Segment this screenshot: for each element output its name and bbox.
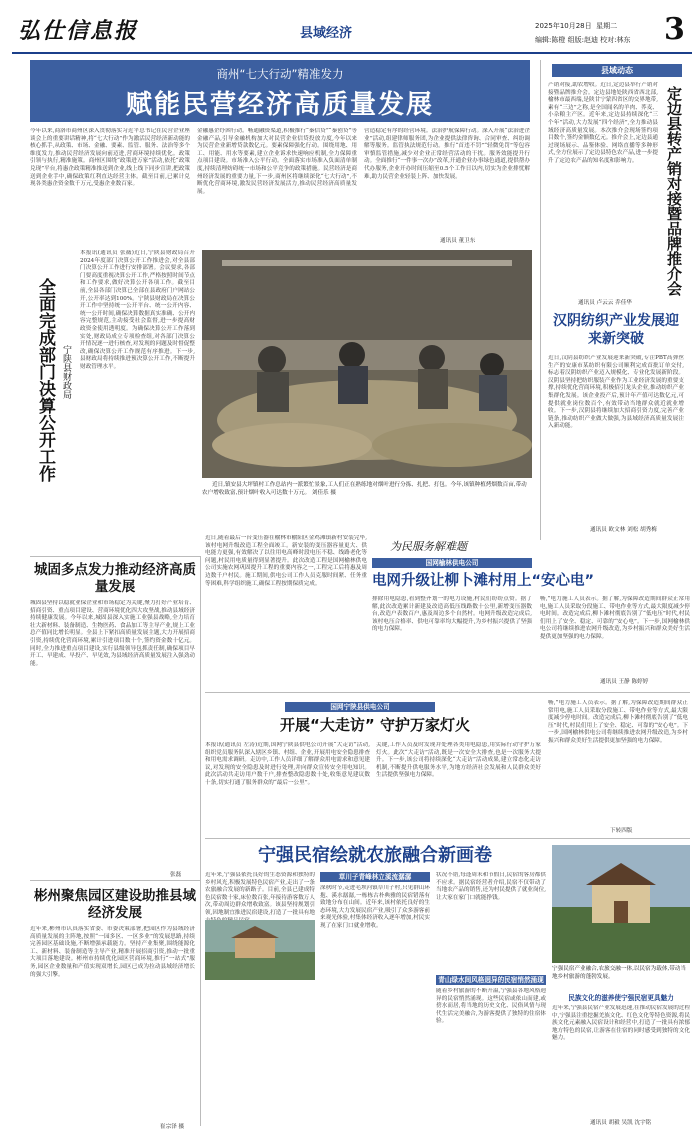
ningshan-title: 开展“大走访” 守护万家灯火 <box>280 716 470 734</box>
masthead: 弘仕信息报 <box>18 18 139 44</box>
ningqiang-body-mid2: 状况不错,每逢周末和节假日,民宿的客房都供不应求。据民宿经营者介绍,民宿不仅带动了当地农产品的销售,还为村民提供了就业岗位,让大家在家门口就能挣钱。 <box>436 872 546 901</box>
ningshan-byline: 下转四版 <box>610 828 633 834</box>
binzhou-body: 近年来,彬州市认真落实省委、市委决策部署,把园区作为县域经济高质量发展的主阵地,按照“一园多区、一区多业”的发展思路,持续完善园区基础设施,不断增强承载能力。坚持产业集聚,围绕能源化工、新材料、装备制造等主导产业,精准开展招商引资,推动一批重大项目落地建设。彬州市持续优化园区营商环境,推行“一站式”服务,园区企业数量和产值实现双增长,园区已成为拉动县域经济增长的强大引擎。 <box>30 926 195 978</box>
qingshan-subhead: 青山绿水间风格迥异的民宿悄然涌现 <box>436 975 546 985</box>
tobacco-photo-caption: 近日,镇安县大坪镇村工作总站内一派繁忙景象,工人们正在熟练地对烟叶进行分拣、扎把、打包。今年,该镇种植烤烟数百亩,带动农户增收致富,预计烟叶收入可达数十万元。 刘佳乐 摄 <box>202 482 527 496</box>
ningqiang-byline: 通讯员 胡毅 吴凯 沈宇铭 <box>590 1120 652 1126</box>
village-grid-body: 近日,随着最后一台变压器在榆林市榆阳区金鸡滩镇新村安装完毕,该村电网升级改造工程全面竣工。新安装的变压器容量更大、供电能力更强,有效解决了以往用电高峰时段电压不稳、线路老化等问题,村民用电质量得到显著提升。此次改造工程是国网榆林供电公司实施农网巩固提升工程的重要内容之一,工程完工后将惠及周边数千户村民。施工期间,供电公司工作人员克服时间紧、任务重等困难,科学组织施工,确保工程按期保质完成。 <box>205 535 367 587</box>
ningshan-org-bar: 国网宁陕县供电公司 <box>285 702 435 712</box>
caochuanzi-subhead: 草川子青峰林立溪流潺潺 <box>320 872 430 882</box>
homestay-photo <box>552 845 690 963</box>
ningqiang-body-left: 近年来,宁强县依托良好的生态资源和独特的乡村风光,积极发展特色民宿产业,走出了一条农旅融合发展的新路子。目前,全县已建成特色民宿数十家,床位数百张,年接待游客数万人次,带动周边群众增收致富。该县坚持规划引领,因地制宜推进民宿建设,打造了一批具有地 <box>205 872 315 916</box>
chenggu-byline: 张磊 <box>170 872 182 878</box>
editors-line: 编辑:陈橙 组版:赵迪 校对:林东 <box>535 36 631 44</box>
binzhou-title: 彬州聚焦园区建设助推县域经济发展 <box>34 888 196 921</box>
lead-col-1: 今年以来,商洛市商州区深入贯彻落实习近平总书记在民营企业座谈会上的重要讲话精神,将“七大行动”作为激活民营经济新动能的核心抓手,从政策、市场、金融、要素、监管、服务、法治等多个维度发力,推动民营经济发展向前迈进,营商环境持续优化。政策引领与执行,精准施策。商州区围绕“政策进万家”活动,依托“政策兑现”平台,将惠企政策精准推送到企业,线上线下同步宣讲,把政策送到企业手中,确保政策红利直达经营主体。截至目前,已累计兑现各类惠企资金数千万元,受惠企业数百家。 <box>30 128 190 188</box>
yulin-org-bar: 国网榆林供电公司 <box>372 558 532 568</box>
lead-byline: 通讯员 董卫东 <box>440 238 476 244</box>
lead-subtitle: 商州“七大行动”精准发力 <box>216 67 344 81</box>
chenggu-body: 城固县坚持以稳就业保企业和市场稳定为关键,聚力打好产业培育、招商引资、重点项目建设、营商环境优化四大攻坚战,推动县域经济持续健康发展。今年以来,城固县深入实施工业强县战略,全力培育壮大新材料、装备制造、生物医药、食品加工等主导产业,规上工业总产值同比增长明显。全县上下紧扣高质量发展主题,大力开展招商引资,持续优化营商环境,累计引进项目数十个,签约资金数十亿元。同时,全力推进重点项目建设,实行县级领导包抓责任制,确保项目早开工、早建成、早投产、早见效,为县域经济高质量发展注入强劲动能。 <box>30 600 195 667</box>
hanyin-body: 近日,汉阴县纺织产业发展迎来新突破,专注PBT高弹丝生产的安康市某纺织有限公司顺利完成首批订单交付,标志着汉阴纺织产业迈入规模化、专业化发展新阶段。汉阴县坚持把纺织服装产业作为工业经济发展的重要支撑,持续优化营商环境,积极招引龙头企业,推动纺织产业集群化发展。该企业投产后,预计年产值可达数亿元,可提供就业岗位数百个,有效带动当地群众就近就业增收。下一步,汉阴县将继续加大招商引资力度,完善产业链条,推动纺织产业做大做强,为县域经济高质量发展注入新动能。 <box>548 355 684 430</box>
budget-org: 宁陕县财政局 <box>61 345 71 399</box>
ningqiang-body-mid3: 随着乡村旅游的不断升温,宁强县各地风格迥异的民宿悄然涌现。这些民宿或依山而建,或傍水而居,将当地的历史文化、民俗风情与现代生活完美融合,为游客提供了独特的住宿体验。 <box>436 988 546 1025</box>
page-number: 3 <box>664 12 685 47</box>
dingbian-title: 定边县转产销对接暨品牌推介会 <box>665 86 683 296</box>
binzhou-byline: 崔宗泽 摄 <box>160 1124 185 1130</box>
dingbian-byline: 通讯员 卢云云 乔佳华 <box>578 300 632 306</box>
hanyin-title: 汉阴纺织产业发展迎来新突破 <box>553 313 679 347</box>
divider <box>205 838 690 839</box>
yulin-body-left: 排除用电隐患,看到整齐划一的电力设施,村民们纷纷点赞。据了解,此次改造累计新建及改造高低压线路数十公里,新增变压器数台,改造户表数百户,惠及周边多个自然村。电网升级改造完成后,该村电压合格率、供电可靠率均大幅提升,为乡村振兴提供了坚强的电力保障。 <box>372 596 532 633</box>
budget-body: 本报讯(通讯员 张薇)近日,宁陕县财政局召开2024年度部门决算公开工作推进会,对全县部门决算公开工作进行安排部署。会议要求,各部门要高度重视决算公开工作,严格按照时间节点和工作要求,做好决算公开各项工作。截至目前,全县各部门决算已全部在县政府门户网站公开,公开率达到100%。宁陕县财政局在决算公开工作中坚持统一公开平台、统一公开内容、统一公开时间,确保决算数据真实准确、公开内容完整规范,主动接受社会监督,进一步提高财政资金使用透明度。为确保决算公开工作落到实处,财政局成立专项检查组,对各部门决算公开情况逐一进行核查,对发现的问题及时督促整改,确保决算公开工作规范有序推进。下一步,县财政局将持续推进预决算公开工作,不断提升财政管理水平。 <box>80 250 195 370</box>
chenggu-title: 城固多点发力推动经济高质量发展 <box>34 562 196 595</box>
section-title: 县域经济 <box>300 26 353 41</box>
divider <box>205 692 690 693</box>
lead-col-3: 营造稳定有序的经营环境。法治护航保障行动。深入开展“法治进企业”活动,组建律师服务团,为企业提供法律咨询、合同审查、纠纷调解等服务。监管执法规范行动。推行“首违不罚”“轻微免罚”等包容审慎监管措施,减少对企业正常经营活动的干扰。服务效能提升行动。全面推行“一件事一次办”改革,开通企业办事绿色通道,提供帮办代办服务,企业开办时间压缩至0.5个工作日以内,切实为企业排忧解难,助力民营企业轻装上阵、加快发展。 <box>364 128 530 180</box>
divider <box>30 880 200 881</box>
village-photo <box>205 920 315 980</box>
divider <box>30 556 200 557</box>
service-logo: 为民服务解难题 <box>390 540 467 553</box>
budget-title: 全面完成部门决算公开工作 <box>35 278 55 482</box>
yulin-byline: 通讯员 王静 陈婷婷 <box>600 679 649 685</box>
ningshan-body-right: 关键,工作人员及时发现并处理各类用电隐患,用实际行动守护万家灯火。此次“大走访”活动,既是一次安全大排查,也是一次服务大提升。下一步,该公司将持续深化“大走访”活动成果,建立常态化走访机制,不断提升供电服务水平,为地方经济社会发展和人民群众美好生活提供坚强电力保障。 <box>376 742 541 779</box>
hanyin-byline: 通讯员 欧文林 刘松 胡秀梅 <box>590 527 657 533</box>
ningshan-continued: 畅,”电力施工人员表示。据了解,为保障改造期间群众正常用电,施工人员采取分段施工、带电作业等方式,最大限度减少停电时间。改造完成后,柳卜滩村彻底告别了“低电压”时代,村民们用上了安全、稳定、可靠的“安心电”。下一步,国网榆林供电公司将继续推进农网升级改造,为乡村振兴和群众美好生活提供更加坚强的电力保障。 <box>548 700 688 744</box>
yulin-title: 电网升级让柳卜滩村用上“安心电” <box>372 573 595 589</box>
divider <box>200 556 201 1126</box>
yulin-body-right: 畅,”电力施工人员表示。据了解,为保障改造期间群众正常用电,施工人员采取分段施工、带电作业等方式,最大限度减少停电时间。改造完成后,柳卜滩村彻底告别了“低电压”时代,村民们用上了安全、稳定、可靠的“安心电”。下一步,国网榆林供电公司将继续推进农网升级改造,为乡村振兴和群众美好生活提供更加坚强的电力保障。 <box>540 596 690 640</box>
ningqiang-title: 宁强民宿绘就农旅融合新画卷 <box>258 845 492 866</box>
culture-body: 近年来,宁强县民宿产业发展迅速,在推动民宿发展的过程中,宁强县注重挖掘羌族文化、红色文化等特色资源,将民族文化元素融入民宿设计和经营中,打造了一批具有浓郁地方特色的民宿,让游客在住宿的同时感受到独特的文化魅力。 <box>552 1005 690 1042</box>
header-rule <box>12 52 692 54</box>
lead-col-2: 金融惠企纾困行动。畅通融资渠道,积极推行“秦信贷”“秦创贷”等金融产品,引导金融机构加大对民营企业信贷投放力度,今年以来为民营企业新增贷款数亿元。要素保障强化行动。围绕用地、用工、用能、用水等要素,建立企业诉求快速响应机制,全力保障重点项目建设。市场准入公平行动。全面落实市场准入负面清单制度,持续清理妨碍统一市场和公平竞争的政策措施。民营经济是商州经济发展的重要力量,下一步,商州区将继续深化“七大行动”,不断优化营商环境,激发民营经济发展活力,推动民营经济高质量发展。 <box>197 128 357 195</box>
dingbian-body: 产销对接,助农增收。近日,定边县举行产销对接暨品牌推介会。定边县地处陕西省西北部,榆林市最西端,是陕甘宁蒙四省区的交界地带,素有“三边”之称,是全国闻名的羊肉、荞麦、小杂粮主产区。近年来,定边县持续深化“三个年”活动,大力发展“四个经济”,全力推动县域经济高质量发展。本次推介会现场签约项目数个,签约金额数亿元。推介会上,定边县通过现场展示、品鉴体验、网络直播等多种形式,全方位展示了定边县特色农产品,进一步提升了定边农产品的知名度和影响力。 <box>548 82 658 164</box>
culture-subhead: 民族文化的滋养使宁强民宿更具魅力 <box>568 994 674 1002</box>
lead-title: 赋能民营经济高质量发展 <box>125 90 434 120</box>
ningshan-body-left: 本报讯(通讯员 左涛)近期,国网宁陕县供电公司开展“大走访”活动,组织党员服务队深入辖区乡镇、村组、企业,开展用电安全隐患排查和用电需求调研。走访中,工作人员详细了解群众用电需求和意见建议,对发现的安全隐患及时进行处理,并向群众宣传安全用电知识。此次活动共走访用户数千户,排查整改隐患数十处,收集意见建议数十条,切实打通了服务群众的“最后一公里”。 <box>205 742 370 786</box>
homestay-photo-caption: 宁强民宿产业融合,农旅交融一体,以民宿为载体,带动当地乡村旅游的蓬勃发展。 <box>552 966 686 980</box>
issue-date: 2025年10月28日 星期二 <box>535 22 618 30</box>
ningqiang-body-mid1: 深秋时节,走进毛坝河镇草川子村,只见群山环抱、溪水潺潺,一栋栋古朴典雅的民宿错落有致地分布在山间。近年来,该村依托良好的生态环境,大力发展民宿产业,吸引了众多游客前来观光体验,村集体经济收入逐年增加,村民实现了在家门口就业增收。 <box>320 885 430 929</box>
divider <box>540 60 541 540</box>
county-news-label: 县域动态 <box>552 64 682 77</box>
lead-banner <box>30 60 530 122</box>
tobacco-photo <box>202 250 532 478</box>
